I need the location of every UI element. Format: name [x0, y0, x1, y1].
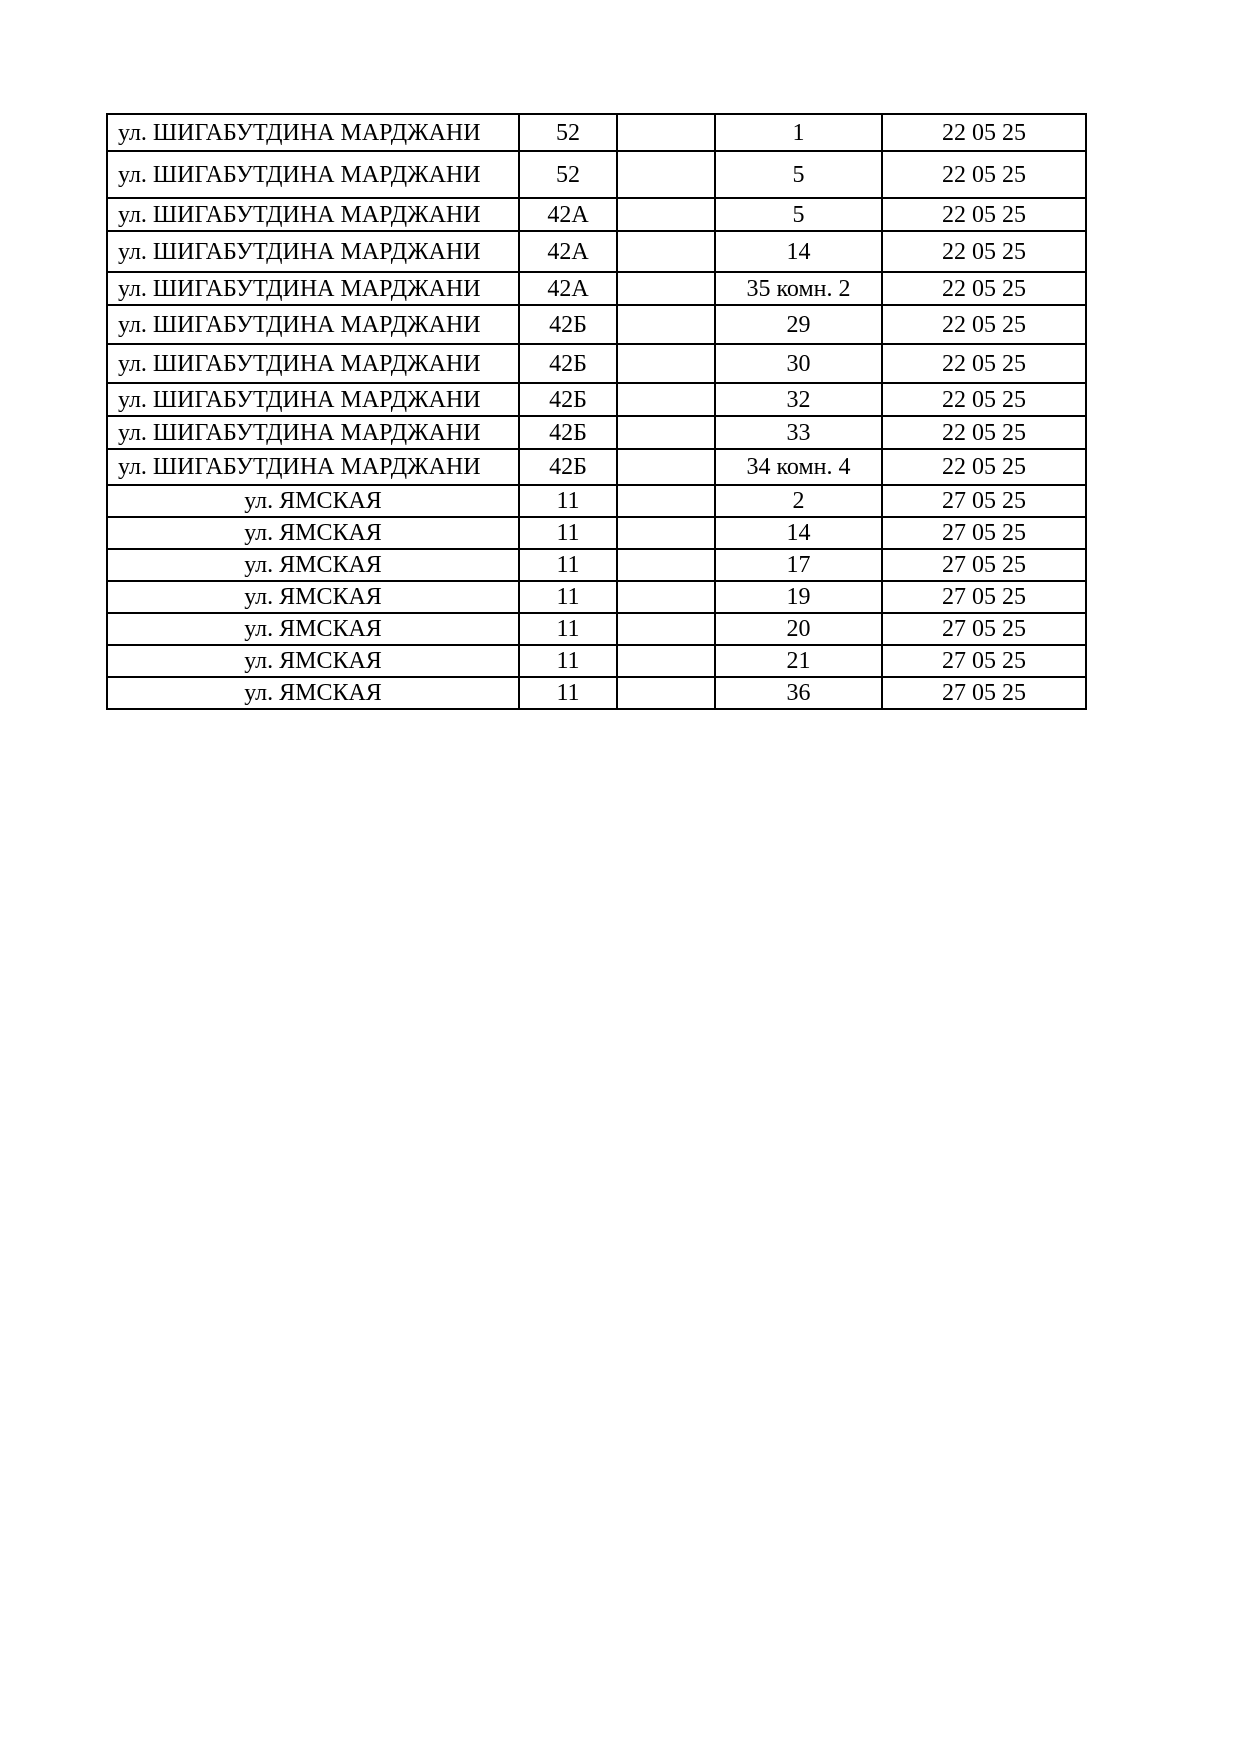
address-table	[106, 113, 1087, 710]
blank-cell	[617, 198, 715, 231]
table-row	[107, 383, 1086, 416]
house-cell: 11	[519, 645, 617, 677]
table-row	[107, 485, 1086, 517]
date-cell: 22 05 25	[882, 449, 1086, 485]
table-row	[107, 613, 1086, 645]
blank-cell	[617, 677, 715, 709]
street-cell: ул. ЯМСКАЯ	[107, 549, 519, 581]
blank-cell	[617, 272, 715, 305]
date-cell: 22 05 25	[882, 383, 1086, 416]
table-row	[107, 114, 1086, 151]
date-cell: 22 05 25	[882, 344, 1086, 383]
apartment-cell: 19	[715, 581, 882, 613]
apartment-cell: 1	[715, 114, 882, 151]
table-row	[107, 549, 1086, 581]
house-cell: 42Б	[519, 383, 617, 416]
apartment-cell: 2	[715, 485, 882, 517]
house-cell: 42А	[519, 198, 617, 231]
blank-cell	[617, 344, 715, 383]
street-cell: ул. ЯМСКАЯ	[107, 613, 519, 645]
address-table-body	[107, 114, 1086, 709]
house-cell: 42Б	[519, 344, 617, 383]
table-row	[107, 231, 1086, 272]
blank-cell	[617, 449, 715, 485]
date-cell: 27 05 25	[882, 485, 1086, 517]
house-cell: 11	[519, 677, 617, 709]
street-cell: ул. ШИГАБУТДИНА МАРДЖАНИ	[107, 231, 519, 272]
house-cell: 11	[519, 549, 617, 581]
apartment-cell: 20	[715, 613, 882, 645]
date-cell: 27 05 25	[882, 517, 1086, 549]
street-cell: ул. ЯМСКАЯ	[107, 517, 519, 549]
street-cell: ул. ШИГАБУТДИНА МАРДЖАНИ	[107, 416, 519, 449]
blank-cell	[617, 645, 715, 677]
blank-cell	[617, 231, 715, 272]
apartment-cell: 33	[715, 416, 882, 449]
blank-cell	[617, 416, 715, 449]
apartment-cell: 14	[715, 231, 882, 272]
house-cell: 11	[519, 517, 617, 549]
table-row	[107, 305, 1086, 344]
street-cell: ул. ЯМСКАЯ	[107, 645, 519, 677]
date-cell: 22 05 25	[882, 272, 1086, 305]
blank-cell	[617, 581, 715, 613]
date-cell: 22 05 25	[882, 231, 1086, 272]
table-row	[107, 677, 1086, 709]
table-row	[107, 645, 1086, 677]
blank-cell	[617, 613, 715, 645]
street-cell: ул. ШИГАБУТДИНА МАРДЖАНИ	[107, 449, 519, 485]
apartment-cell: 21	[715, 645, 882, 677]
house-cell: 42Б	[519, 305, 617, 344]
street-cell: ул. ШИГАБУТДИНА МАРДЖАНИ	[107, 198, 519, 231]
apartment-cell: 29	[715, 305, 882, 344]
apartment-cell: 34 комн. 4	[715, 449, 882, 485]
date-cell: 22 05 25	[882, 151, 1086, 198]
table-row	[107, 272, 1086, 305]
table-row	[107, 449, 1086, 485]
blank-cell	[617, 517, 715, 549]
house-cell: 42Б	[519, 416, 617, 449]
apartment-cell: 35 комн. 2	[715, 272, 882, 305]
date-cell: 27 05 25	[882, 549, 1086, 581]
date-cell: 22 05 25	[882, 198, 1086, 231]
date-cell: 27 05 25	[882, 613, 1086, 645]
date-cell: 27 05 25	[882, 645, 1086, 677]
apartment-cell: 5	[715, 198, 882, 231]
date-cell: 22 05 25	[882, 416, 1086, 449]
table-row	[107, 151, 1086, 198]
house-cell: 42А	[519, 272, 617, 305]
date-cell: 22 05 25	[882, 305, 1086, 344]
house-cell: 42Б	[519, 449, 617, 485]
house-cell: 52	[519, 151, 617, 198]
street-cell: ул. ЯМСКАЯ	[107, 485, 519, 517]
table-row	[107, 416, 1086, 449]
blank-cell	[617, 549, 715, 581]
blank-cell	[617, 114, 715, 151]
street-cell: ул. ШИГАБУТДИНА МАРДЖАНИ	[107, 272, 519, 305]
table-row	[107, 517, 1086, 549]
apartment-cell: 32	[715, 383, 882, 416]
house-cell: 11	[519, 485, 617, 517]
date-cell: 27 05 25	[882, 581, 1086, 613]
house-cell: 11	[519, 581, 617, 613]
blank-cell	[617, 383, 715, 416]
blank-cell	[617, 151, 715, 198]
date-cell: 27 05 25	[882, 677, 1086, 709]
apartment-cell: 36	[715, 677, 882, 709]
apartment-cell: 14	[715, 517, 882, 549]
street-cell: ул. ШИГАБУТДИНА МАРДЖАНИ	[107, 383, 519, 416]
date-cell: 22 05 25	[882, 114, 1086, 151]
street-cell: ул. ШИГАБУТДИНА МАРДЖАНИ	[107, 344, 519, 383]
house-cell: 52	[519, 114, 617, 151]
street-cell: ул. ЯМСКАЯ	[107, 581, 519, 613]
street-cell: ул. ШИГАБУТДИНА МАРДЖАНИ	[107, 305, 519, 344]
blank-cell	[617, 485, 715, 517]
blank-cell	[617, 305, 715, 344]
apartment-cell: 30	[715, 344, 882, 383]
house-cell: 11	[519, 613, 617, 645]
street-cell: ул. ЯМСКАЯ	[107, 677, 519, 709]
street-cell: ул. ШИГАБУТДИНА МАРДЖАНИ	[107, 151, 519, 198]
apartment-cell: 17	[715, 549, 882, 581]
apartment-cell: 5	[715, 151, 882, 198]
table-row	[107, 198, 1086, 231]
table-row	[107, 344, 1086, 383]
table-row	[107, 581, 1086, 613]
street-cell: ул. ШИГАБУТДИНА МАРДЖАНИ	[107, 114, 519, 151]
house-cell: 42А	[519, 231, 617, 272]
